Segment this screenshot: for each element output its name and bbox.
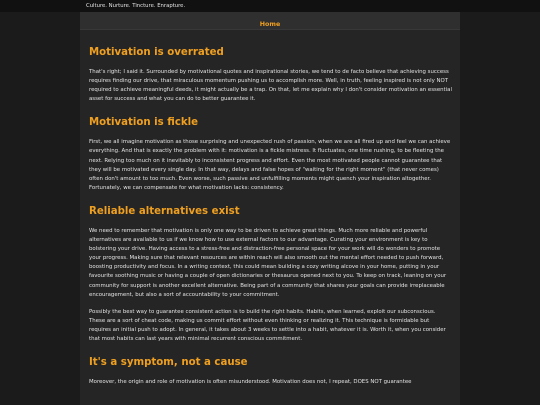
section-paragraph: Moreover, the origin and role of motivation is often misunderstood. Motivation does not, I repeat, DOES NOT guarantee — [89, 379, 412, 386]
page-container — [80, 12, 460, 405]
section-paragraph: We need to remember that motivation is only one way to be driven to achieve great things. Much more reliable and powerful alternatives are available to us if we know how to use external factors to our advantage. Curating your environment is key to bolstering your drive. Having access to a stress-free and distraction-free personal space for your work will do wonders to promote your progress. Making sure that relevant resources are within reach will also smooth out the mental effort needed to push forward, boosting productivity and focus. In a writing context, this could mean building a cozy writing alcove in your home, putting in your favourite soothing music or having a couple of open dictionaries or thesaurus opened next to you. To keep on track, leaning on your community for support is another excellent alternative. Being part of a community that shares your goals can provide irreplaceable encouragement, but also a sort of accountability to your commitment. — [89, 227, 447, 298]
section-paragraph: First, we all imagine motivation as those surprising and unexpected rush of passion, when we are all fired up and feel we can achieve everything. And that is exactly the problem with it: motivation is a fickle mistress. It fluctuates, one time rushing, to be fleeting the next. Relying too much on it inevitably to inconsistent progress and effort. Even the most motivated people cannot guarantee that they will be motivated every single day. In that way, delays and false hopes of "waiting for the right moment" (that never comes) often don't amount to too much. Even worse, such passive and unfulfilling moments might quench your inspiration altogether. Fortunately, we can compensate for what motivation lacks: consistency. — [89, 139, 451, 191]
section-paragraph: Possibly the best way to guarantee consistent action is to build the right habits. Habits, when learned, exploit our subconscious. These are a sort of cheat code, making us commit effort without even thinking or realizing it. This technique is formidable but requires an initial push to adopt. In general, it takes about 3 weeks to settle into a habit, whatever it is. Worth it, when you consider that most habits can last years with minimal recurrent conscious commitment. — [89, 308, 446, 342]
section-heading: Motivation is fickle — [89, 117, 199, 129]
navbar — [80, 12, 460, 30]
section-heading: Reliable alternatives exist — [89, 205, 240, 217]
site-tagline: Culture. Nurture. Tincture. Enrapture. — [0, 0, 540, 12]
nav-home-link[interactable]: Home — [259, 21, 281, 28]
section-heading: It's a symptom, not a cause — [89, 357, 248, 369]
article-body — [80, 30, 460, 387]
section-paragraph: That's right; I said it. Surrounded by motivational quotes and inspirational stories, we tend to de facto believe that achieving success requires finding our drive, that miraculous momentum pushing us to accomplish more. Well, in truth, feeling inspired is not only NOT required to achieve meaningful deeds, it might actually be a trap. On that, let me explain why I don't consider motivation an essential asset for success and what you can do to better guarantee it. — [89, 69, 452, 103]
section-heading: Motivation is overrated — [89, 47, 224, 58]
